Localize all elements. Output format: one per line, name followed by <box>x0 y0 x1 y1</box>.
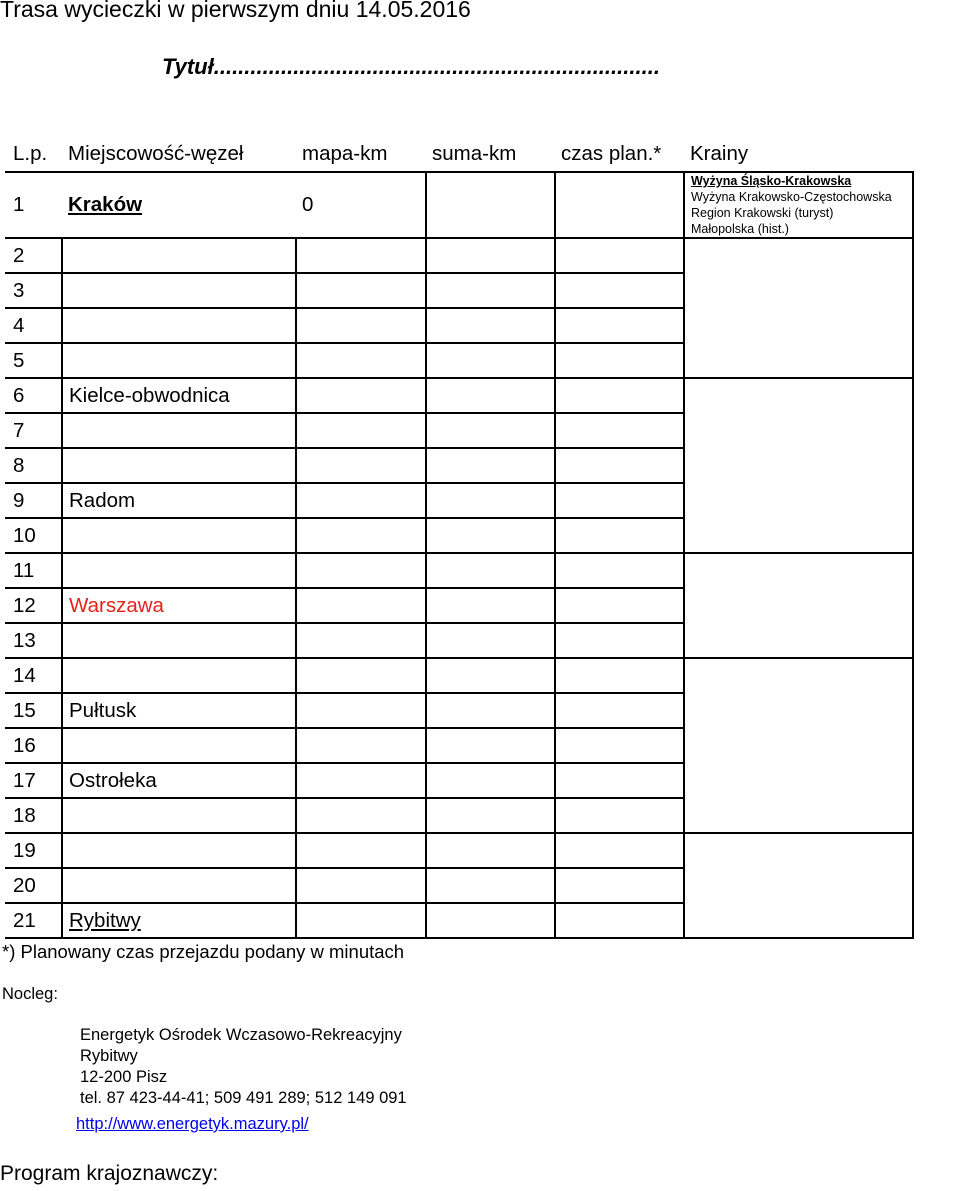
town-name <box>62 273 296 308</box>
town-name: Ostrołeka <box>62 763 296 798</box>
town-name <box>62 868 296 903</box>
row-number: 12 <box>5 588 62 623</box>
row-number: 8 <box>5 448 62 483</box>
time-cell <box>555 413 684 448</box>
map-km-cell <box>296 273 426 308</box>
map-km-cell <box>296 588 426 623</box>
town-name <box>62 833 296 868</box>
row-number: 9 <box>5 483 62 518</box>
time-cell <box>555 308 684 343</box>
map-km-cell <box>296 623 426 658</box>
sum-km-cell <box>426 413 555 448</box>
table-row <box>5 238 913 273</box>
map-km-cell <box>296 833 426 868</box>
time-cell <box>555 448 684 483</box>
time-cell <box>555 903 684 938</box>
header-sum-km: suma-km <box>426 136 555 172</box>
map-km-cell <box>296 798 426 833</box>
time-cell <box>555 343 684 378</box>
row-number: 11 <box>5 553 62 588</box>
lodging-website-link[interactable]: http://www.energetyk.mazury.pl/ <box>76 1115 309 1133</box>
header-time: czas plan.* <box>555 136 684 172</box>
regions-cell <box>684 833 913 938</box>
row-number: 19 <box>5 833 62 868</box>
map-km-cell <box>296 343 426 378</box>
row-number: 20 <box>5 868 62 903</box>
sum-km-cell <box>426 483 555 518</box>
start-town: Kraków <box>68 193 143 216</box>
row-number: 7 <box>5 413 62 448</box>
header-regions: Krainy <box>684 136 913 172</box>
table-row <box>5 833 913 868</box>
sum-km-cell <box>426 868 555 903</box>
sum-km-cell <box>426 238 555 273</box>
row-number: 17 <box>5 763 62 798</box>
sum-km-cell <box>426 308 555 343</box>
row-number: 1 <box>5 172 62 238</box>
row-number: 21 <box>5 903 62 938</box>
town-name <box>62 343 296 378</box>
sum-km-cell <box>426 798 555 833</box>
map-km-cell <box>296 448 426 483</box>
map-km-cell <box>296 413 426 448</box>
town-name <box>62 413 296 448</box>
row-number: 4 <box>5 308 62 343</box>
sum-km-cell <box>426 763 555 798</box>
sum-km-cell <box>426 172 555 238</box>
lodging-place: Rybitwy <box>80 1047 138 1065</box>
trip-title-placeholder: Tytuł......................................................................... <box>162 54 660 79</box>
time-cell <box>555 518 684 553</box>
sum-km-cell <box>426 693 555 728</box>
sum-km-cell <box>426 588 555 623</box>
time-cell <box>555 378 684 413</box>
sum-km-cell <box>426 448 555 483</box>
row-number: 5 <box>5 343 62 378</box>
map-km-cell <box>296 763 426 798</box>
lodging-phone: tel. 87 423-44-41; 509 491 289; 512 149 091 <box>80 1089 407 1107</box>
regions-cell <box>684 378 913 553</box>
sum-km-cell <box>426 518 555 553</box>
row-number: 13 <box>5 623 62 658</box>
region-line: Wyżyna Krakowsko-Częstochowska <box>691 190 892 204</box>
sum-km-cell <box>426 273 555 308</box>
document-title: Trasa wycieczki w pierwszym dniu 14.05.2016 <box>0 0 471 22</box>
sum-km-cell <box>426 343 555 378</box>
route-table <box>5 136 914 939</box>
program-label: Program krajoznawczy: <box>0 1162 219 1185</box>
time-cell <box>555 553 684 588</box>
town-name <box>62 728 296 763</box>
lodging-label: Nocleg: <box>2 985 58 1003</box>
time-cell <box>555 483 684 518</box>
map-km-cell <box>296 693 426 728</box>
row-number: 6 <box>5 378 62 413</box>
time-cell <box>555 728 684 763</box>
time-cell <box>555 868 684 903</box>
region-line: Małopolska (hist.) <box>691 222 789 236</box>
lodging-name: Energetyk Ośrodek Wczasowo-Rekreacyjny <box>80 1026 402 1044</box>
town-name <box>62 448 296 483</box>
regions-cell <box>684 172 913 238</box>
region-line: Region Krakowski (turyst) <box>691 206 834 220</box>
header-lp: L.p. <box>5 136 62 172</box>
lodging-postal-code: 12-200 Pisz <box>80 1068 168 1086</box>
time-cell <box>555 273 684 308</box>
row-number: 3 <box>5 273 62 308</box>
table-row <box>5 378 913 413</box>
region-line: Wyżyna Śląsko-Krakowska <box>691 174 852 188</box>
row-number: 16 <box>5 728 62 763</box>
town-name: Kielce-obwodnica <box>62 378 296 413</box>
sum-km-cell <box>426 623 555 658</box>
time-cell <box>555 658 684 693</box>
sum-km-cell <box>426 553 555 588</box>
town-name <box>62 308 296 343</box>
town-name <box>62 623 296 658</box>
town-name <box>62 238 296 273</box>
town-name: Rybitwy <box>62 903 296 938</box>
map-km-cell: 0 <box>296 172 426 238</box>
time-cell <box>555 623 684 658</box>
sum-km-cell <box>426 658 555 693</box>
map-km-cell <box>296 518 426 553</box>
map-km-cell <box>296 903 426 938</box>
time-cell <box>555 588 684 623</box>
regions-cell <box>684 658 913 833</box>
time-cell <box>555 763 684 798</box>
time-cell <box>555 693 684 728</box>
town-name <box>62 798 296 833</box>
map-km-cell <box>296 868 426 903</box>
row-number: 15 <box>5 693 62 728</box>
time-cell <box>555 238 684 273</box>
header-town: Miejscowość-węzeł <box>62 136 296 172</box>
town-name <box>62 172 296 238</box>
map-km-cell <box>296 308 426 343</box>
row-number: 2 <box>5 238 62 273</box>
time-cell <box>555 798 684 833</box>
map-km-cell <box>296 658 426 693</box>
time-cell <box>555 172 684 238</box>
time-cell <box>555 833 684 868</box>
map-km-cell <box>296 553 426 588</box>
town-name <box>62 553 296 588</box>
table-row <box>5 172 913 238</box>
header-map-km: mapa-km <box>296 136 426 172</box>
map-km-cell <box>296 238 426 273</box>
town-name: Warszawa <box>62 588 296 623</box>
town-name <box>62 658 296 693</box>
map-km-cell <box>296 378 426 413</box>
regions-cell <box>684 553 913 658</box>
table-row <box>5 658 913 693</box>
map-km-cell <box>296 728 426 763</box>
sum-km-cell <box>426 903 555 938</box>
town-name: Pułtusk <box>62 693 296 728</box>
map-km-cell <box>296 483 426 518</box>
sum-km-cell <box>426 833 555 868</box>
sum-km-cell <box>426 378 555 413</box>
row-number: 18 <box>5 798 62 833</box>
row-number: 10 <box>5 518 62 553</box>
regions-cell <box>684 238 913 378</box>
sum-km-cell <box>426 728 555 763</box>
town-name <box>62 518 296 553</box>
footnote: *) Planowany czas przejazdu podany w minutach <box>2 941 405 962</box>
town-name: Radom <box>62 483 296 518</box>
table-header-row <box>5 136 913 172</box>
table-row <box>5 553 913 588</box>
row-number: 14 <box>5 658 62 693</box>
